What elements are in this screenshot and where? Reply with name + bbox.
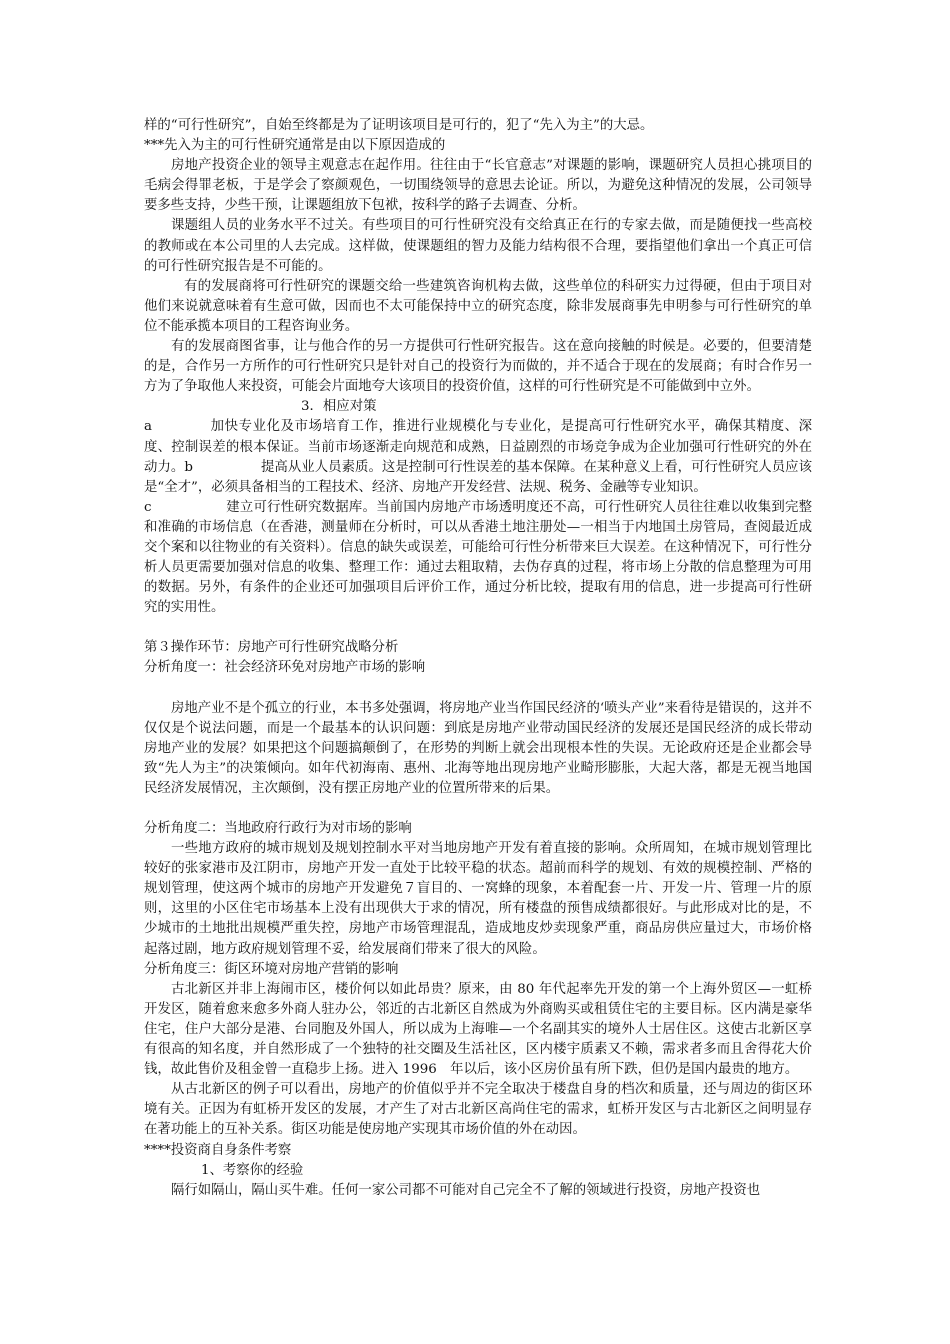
paragraph-countermeasure-ab	[144, 417, 812, 497]
countermeasure-a-text: 加快专业化及市场培育工作，推进行业规模化与专业化，是提高可行性研究水平，确保其精度、深度、控制误差的根本保证。当前市场逐渐走向规范和成熟，日益剧烈的市场竞争成为企业加强可行性研究的外在动力。b	[144, 419, 812, 475]
heading-angle2: 分析角度二：当地政府行政行为对市场的影响	[144, 821, 412, 836]
heading-causes: ***先入为主的可行性研究通常是由以下原因造成的	[144, 138, 446, 154]
paragraph-team-skill: 课题组人员的业务水平不过关。有些项目的可行性研究没有交给真正在行的专家去做，而是随便找一些高校的教师或在本公司里的人去完成。这样做，使课题组的智力及能力结构很不合理，要指望他们拿出一个真正可信的可行性研究报告是不可能的。	[144, 218, 812, 274]
paragraph-experience: 隔行如隔山，隔山买牛难。任何一家公司都不可能对自己完全不了解的领域进行投资，房地产投资也	[171, 1182, 761, 1198]
countermeasure-c-text: 建立可行性研究数据库。当前国内房地产市场透明度还不高，可行性研究人员往往难以收集到完整和准确的市场信息（在香港，测量师在分析时，可以从香港土地注册处—一相当于内地国土房管局，查阅最近成交个案和以往物业的有关资料）。信息的缺失或误差，可能给可行性分析带来巨大误差。在这种情况下，可行性分析人员更需要加强对信息的收集、整理工作：通过去粗取精，去伪存真的过程，将市场上分散的信息整理为可用的数据。另外，有条件的企业还可加强项目后评价工作，通过分析比较，提取有用的信息，进一步提高可行性研究的实用性。	[144, 499, 812, 616]
heading-step3: 第３操作环节：房地产可行性研究战略分析	[144, 640, 399, 656]
paragraph-consulting-agency: 有的发展商将可行性研究的课题交给一些建筑咨询机构去做，这些单位的科研实力过得硬，但由于项目对他们来说就意味着有生意可做，因而也不太可能保持中立的研究态度，除非发展商事先申明参与可行性研究的单位不能承揽本项目的工程咨询业务。	[144, 278, 812, 334]
spacer	[144, 618, 812, 638]
list-label-c: c	[144, 499, 152, 515]
paragraph-leader-will: 房地产投资企业的领导主观意志在起作用。往往由于“长官意志”对课题的影响，课题研究人员担心挑项目的毛病会得罪老板，于是学会了察颜观色，一切围绕领导的意思去论证。所以，为避免这种情况的发展，公司领导要多些支持，少些干预，让课题组放下包袱，按科学的路子去调查、分析。	[144, 158, 812, 214]
heading-experience: 1、考察你的经验	[201, 1162, 304, 1178]
heading-angle1: 分析角度一：社会经济环免对房地产市场的影响	[144, 660, 426, 676]
countermeasure-b-text: 提高从业人员素质。这是控制可行性误差的基本保障。在某种意义上看，可行性研究人员应该是“全才”，必须具备相当的工程技术、经济、房地产开发经营、法规、税务、金融等专业知识。	[144, 459, 813, 495]
list-label-a: a	[144, 419, 152, 435]
spacer	[144, 799, 812, 819]
document-page	[144, 116, 812, 1201]
paragraph-government: 一些地方政府的城市规划及规划控制水平对当地房地产开发有着直接的影响。众所周知，在城市规划管理比较好的张家港市及江阴市，房地产开发一直处于比较平稳的状态。超前而科学的规划、有效的规模控制、严格的规划管理，使这两个城市的房地产开发避免７盲目的、一窝蜂的现象，本着配套一片、开发一片、管理一片的原则，这里的小区住宅市场基本上没有出现供大于求的情况，所有楼盘的预售成绩都很好。与此形成对比的是，不少城市的土地批出规模严重失控，房地产市场管理混乱，造成地皮炒卖现象严重，商品房供应量过大，市场价格起落过剧，地方政府规划管理不妥，给发展商们带来了很大的风险。	[144, 841, 812, 957]
heading-investor: ****投资商自身条件考察	[144, 1142, 292, 1158]
paragraph-economy: 房地产业不是个孤立的行业，本书多处强调，将房地产业当作国民经济的‘喷头产业”来看待是错误的，这并不仅仅是个说法问题，而是一个最基本的认识问题：到底是房地产业带动国民经济的发展还是国民经济的成长带动房地产业的发展？如果把这个问题搞颠倒了，在形势的判断上就会出现根本性的失误。无论政府还是企业都会导致“先人为主”的决策倾向。如年代初海南、惠州、北海等地出现房地产业畸形膨胀，大起大落，都是无视当地国民经济发展情况，主次颠倒，没有摆正房地产业的位置所带来的后果。	[144, 700, 812, 796]
heading-countermeasures: 3．相应对策	[301, 399, 377, 415]
paragraph-countermeasure-c	[144, 498, 812, 619]
paragraph-intro: 样的“可行性研究”，自始至终都是为了证明该项目是可行的，犯了“先入为主”的大忌。	[144, 118, 654, 133]
heading-angle3: 分析角度三：街区环境对房地产营销的影响	[144, 961, 399, 977]
paragraph-partner-report: 有的发展商图省事，让与他合作的另一方提供可行性研究报告。这在意向接触的时候是。必要的，但要清楚的是，合作另一方所作的可行性研究只是针对自己的投资行为而做的，并不适合于现在的发展商；有时合作另一方为了争取他人来投资，可能会片面地夸大该项目的投资价值，这样的可行性研究是不可能做到中立外。	[144, 339, 812, 395]
paragraph-gubei: 古北新区并非上海闹市区，楼价何以如此昂贵？原来，由 80 年代起率先开发的第一个上海外贸区—一虹桥开发区，随着愈来愈多外商人驻办公，邻近的古北新区自然成为外商购买或租赁住宅的主要目标。区内满是豪华住宅，住户大部分是港、台同胞及外国人，所以成为上海唯—一个名副其实的境外人士居住区。这使古北新区享有很高的知名度，并自然形成了一个独特的社交圈及生活社区，区内楼宇质素又不赖，需求者多而且舍得花大价钱，故此售价及租金曾一直稳步上扬。进入 1996 年以后，该小区房价虽有所下跌，但仍是国内最贵的地方。	[144, 981, 812, 1078]
paragraph-gubei-example: 从古北新区的例子可以看出，房地产的价值似乎并不完全取决于楼盘自身的档次和质量，还与周边的街区环境有关。正因为有虹桥开发区的发展，才产生了对古北新区高尚住宅的需求，虹桥开发区与古北新区之间明显存在著功能上的互补关系。街区功能是使房地产实现其市场价值的外在动因。	[144, 1082, 812, 1138]
spacer	[144, 679, 812, 699]
